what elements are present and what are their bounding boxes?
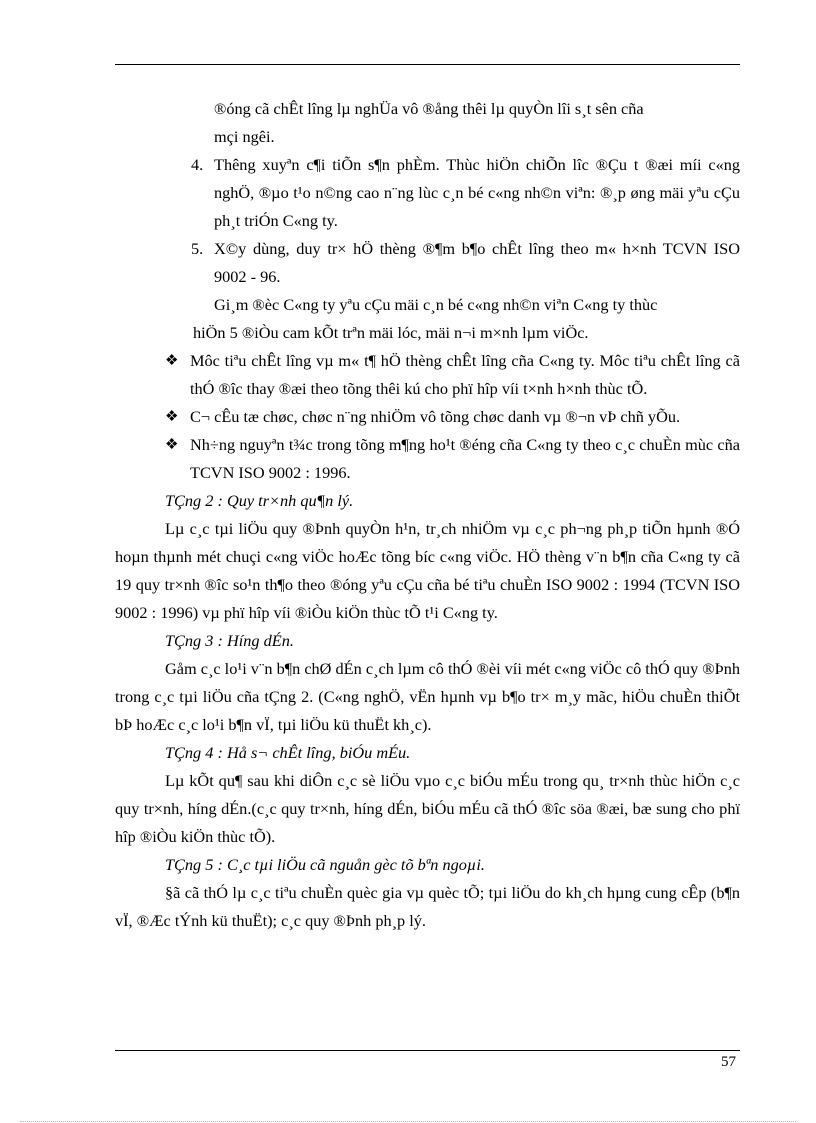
footer-rule bbox=[115, 1050, 740, 1051]
director-line-2: hiÖn 5 ®iÒu cam kÕt trªn mäi lóc, mäi n¬i m×nh lµm viÖc. bbox=[193, 323, 589, 342]
item-number: 4. bbox=[191, 155, 204, 174]
tier-3-heading: TÇng 3 : Híng dÉn. bbox=[165, 631, 294, 650]
numbered-item-4 bbox=[115, 151, 740, 235]
page-body bbox=[115, 95, 740, 935]
tier-5-heading: TÇng 5 : C¸c tµi liÖu cã nguån gèc tõ bªn ngoµi. bbox=[165, 855, 485, 874]
page-number: 57 bbox=[721, 1054, 736, 1070]
diamond-bullet-icon: ❖ bbox=[165, 409, 179, 425]
item-number: 5. bbox=[191, 239, 204, 258]
tier-5-body: §ã cã thÓ lµ c¸c tiªu chuÈn quèc gia vµ quèc tÕ; tµi liÖu do kh¸ch hµng cung cÊp (b¶n vÏ, ®Æc tÝnh kü thuËt); c¸c quy ®Þnh ph¸p lý. bbox=[115, 883, 740, 930]
cont-line-1: ®óng cã chÊt lîng lµ nghÜa vô ®ång thêi lµ quyÒn lîi s¸t sên cña bbox=[214, 99, 644, 118]
bullet-item-2 bbox=[115, 403, 740, 431]
bullet-text: Nh÷ng nguyªn t¾c trong tõng m¶ng ho¹t ®éng cña C«ng ty theo c¸c chuÈn mùc cña TCVN ISO 9002 : 1996. bbox=[190, 435, 740, 482]
tier-2-body: Lµ c¸c tµi liÖu quy ®Þnh quyÒn h¹n, tr¸ch nhiÖm vµ c¸c ph¬ng ph¸p tiÕn hµnh ®Ó hoµn thµnh mét chuçi c«ng viÖc hoÆc tõng bíc c«ng viÖc. HÖ thèng v¨n b¶n cña C«ng ty cã 19 quy tr×nh ®îc so¹n th¶o theo ®óng yªu cÇu cña bé tiªu chuÈn ISO 9002 : 1994 (TCVN ISO 9002 : 1996) vµ phï hîp víi ®iÒu kiÖn thùc tÕ t¹i C«ng ty. bbox=[115, 519, 740, 622]
item-text: X©y dùng, duy tr× hÖ thèng ®¶m b¶o chÊt lîng theo m« h×nh TCVN ISO 9002 - 96. bbox=[214, 239, 740, 286]
header-rule bbox=[115, 64, 740, 65]
bullet-item-1 bbox=[115, 347, 740, 403]
bullet-item-3 bbox=[115, 431, 740, 487]
cont-line-2: mçi ngêi. bbox=[214, 127, 275, 146]
director-line-1: Gi¸m ®èc C«ng ty yªu cÇu mäi c¸n bé c«ng nh©n viªn C«ng ty thùc bbox=[214, 295, 658, 314]
bullet-text: C¬ cÊu tæ chøc, chøc n¨ng nhiÖm vô tõng chøc danh vµ ®¬n vÞ chñ yÕu. bbox=[190, 407, 681, 426]
diamond-bullet-icon: ❖ bbox=[165, 437, 179, 453]
tier-4-body: Lµ kÕt qu¶ sau khi diÔn c¸c sè liÖu vµo c¸c biÓu mÉu trong qu¸ tr×nh thùc hiÖn c¸c quy tr×nh, híng dÉn.(c¸c quy tr×nh, híng dÉn, biÓu mÉu cã thÓ ®îc söa ®æi, bæ sung cho phï hîp ®iÒu kiÖn thùc tÕ). bbox=[115, 771, 740, 846]
tier-4-heading: TÇng 4 : Hå s¬ chÊt lîng, biÓu mÉu. bbox=[165, 743, 411, 762]
tier-3-body: Gåm c¸c lo¹i v¨n b¶n chØ dÉn c¸ch lµm cô thÓ ®èi víi mét c«ng viÖc cô thÓ quy ®Þnh trong c¸c tµi liÖu cña tÇng 2. (C«ng nghÖ, vËn hµnh vµ b¶o tr× m¸y mãc, hiÖu chuÈn thiÕt bÞ hoÆc c¸c lo¹i b¶n vÏ, tµi liÖu kü thuËt kh¸c). bbox=[115, 659, 740, 734]
page-edge-divider bbox=[20, 1121, 796, 1122]
diamond-bullet-icon: ❖ bbox=[165, 353, 179, 369]
bullet-text: Môc tiªu chÊt lîng vµ m« t¶ hÖ thèng chÊt lîng cña C«ng ty. Môc tiªu chÊt lîng cã thÓ ®îc thay ®æi theo tõng thêi kú cho phï hîp víi t×nh h×nh thùc tÕ. bbox=[190, 351, 740, 398]
tier-2-heading: TÇng 2 : Quy tr×nh qu¶n lý. bbox=[165, 491, 354, 510]
item-text: Thêng xuyªn c¶i tiÕn s¶n phÈm. Thùc hiÖn chiÕn lîc ®Çu t ®æi míi c«ng nghÖ, ®µo t¹o n©ng cao n¨ng lùc c¸n bé c«ng nh©n viªn: ®¸p øng mäi yªu cÇu ph¸t triÓn C«ng ty. bbox=[214, 155, 740, 230]
numbered-item-5 bbox=[115, 235, 740, 291]
